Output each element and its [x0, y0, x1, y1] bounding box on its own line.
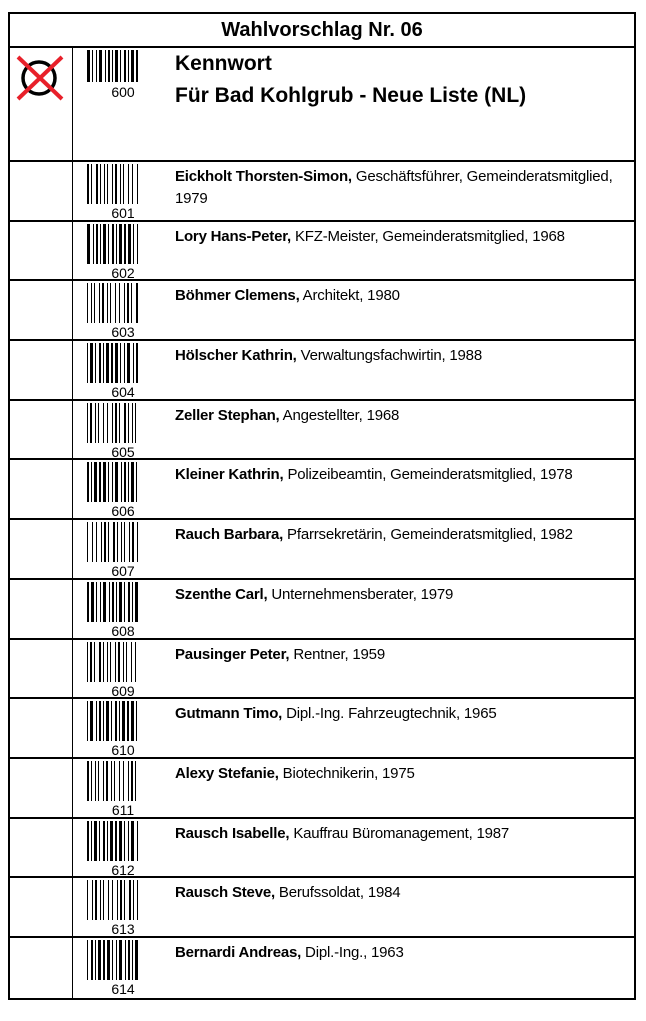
candidate-text [175, 166, 626, 210]
candidate-text-cell [173, 520, 634, 578]
candidate-text-cell [173, 878, 634, 936]
candidate-row [10, 401, 634, 461]
candidate-text-cell [173, 640, 634, 698]
candidate-name: Alexy Stefanie, [175, 764, 279, 782]
candidate-barcode-cell [73, 401, 173, 459]
list-vote-cell[interactable] [10, 48, 73, 160]
candidate-name: Rausch Steve, [175, 884, 275, 902]
candidate-name: Pausinger Peter, [175, 645, 290, 663]
candidate-barcode-cell [73, 580, 173, 638]
candidate-vote-cell[interactable] [10, 520, 73, 578]
candidate-row [10, 699, 634, 759]
candidate-vote-cell[interactable] [10, 878, 73, 936]
ballot-title: Wahlvorschlag Nr. 06 [10, 14, 634, 48]
candidate-text [175, 524, 626, 546]
candidate-text [175, 464, 626, 486]
candidate-text [175, 644, 626, 666]
candidate-details: Geschäftsführer, Gemeinderatsmitglied, 1979 [175, 168, 613, 207]
candidate-row [10, 162, 634, 222]
candidate-name: Gutmann Timo, [175, 705, 283, 723]
candidate-code: 614 [111, 980, 135, 997]
candidate-text-cell [173, 281, 634, 339]
candidate-text [175, 942, 626, 964]
candidate-text [175, 823, 626, 845]
candidate-barcode-cell [73, 520, 173, 578]
candidate-text-cell [173, 162, 634, 220]
barcode-icon [87, 50, 145, 82]
candidate-code: 601 [111, 205, 135, 221]
candidate-row [10, 222, 634, 282]
candidate-row [10, 640, 634, 700]
candidate-row [10, 460, 634, 520]
candidate-details: KFZ-Meister, Gemeinderatsmitglied, 1968 [291, 227, 565, 245]
candidate-details: Angestellter, 1968 [279, 406, 400, 424]
barcode-icon [87, 582, 145, 622]
candidate-barcode-cell [73, 819, 173, 877]
keyword-label: Kennwort [175, 52, 272, 75]
candidate-barcode-cell [73, 460, 173, 518]
candidate-vote-cell[interactable] [10, 699, 73, 757]
candidate-details: Architekt, 1980 [299, 287, 400, 305]
candidate-text [175, 405, 626, 427]
candidate-vote-cell[interactable] [10, 759, 73, 817]
cross-in-circle-icon [14, 53, 66, 105]
candidate-details: Unternehmensberater, 1979 [267, 585, 454, 603]
barcode-icon [87, 821, 145, 861]
candidate-text [175, 285, 626, 307]
candidate-code: 604 [111, 384, 135, 401]
candidate-text-cell [173, 460, 634, 518]
candidate-text-cell [173, 401, 634, 459]
candidate-vote-cell[interactable] [10, 580, 73, 638]
candidate-row [10, 520, 634, 580]
candidate-name: Lory Hans-Peter, [175, 227, 292, 245]
candidate-details: Kauffrau Büromanagement, 1987 [289, 824, 510, 842]
list-header-row [10, 48, 634, 162]
candidate-text-cell [173, 580, 634, 638]
candidate-barcode-cell [73, 759, 173, 817]
candidate-name: Böhmer Clemens, [175, 287, 300, 305]
candidate-text-cell [173, 341, 634, 399]
candidate-code: 608 [111, 622, 135, 639]
candidate-text [175, 345, 626, 367]
barcode-icon [87, 343, 145, 383]
candidate-barcode-cell [73, 222, 173, 280]
list-name: Für Bad Kohlgrub - Neue Liste (NL) [175, 84, 527, 107]
candidate-code: 605 [111, 443, 135, 460]
barcode-icon [87, 462, 145, 502]
candidate-code: 612 [111, 861, 135, 878]
candidate-name: Bernardi Andreas, [175, 943, 302, 961]
candidate-name: Szenthe Carl, [175, 585, 268, 603]
candidate-row [10, 819, 634, 879]
candidate-barcode-cell [73, 281, 173, 339]
candidate-text [175, 703, 626, 725]
candidate-vote-cell[interactable] [10, 938, 73, 998]
candidate-details: Dipl.-Ing. Fahrzeugtechnik, 1965 [282, 705, 497, 723]
candidate-vote-cell[interactable] [10, 281, 73, 339]
candidate-name: Kleiner Kathrin, [175, 466, 284, 484]
candidate-row [10, 759, 634, 819]
candidate-details: Dipl.-Ing., 1963 [301, 943, 404, 961]
candidate-vote-cell[interactable] [10, 819, 73, 877]
candidate-vote-cell[interactable] [10, 401, 73, 459]
candidate-text-cell [173, 819, 634, 877]
candidate-barcode-cell [73, 341, 173, 399]
candidate-name: Zeller Stephan, [175, 406, 280, 424]
candidate-details: Pfarrsekretärin, Gemeinderatsmitglied, 1982 [283, 526, 573, 544]
ballot-table [8, 12, 636, 1000]
candidate-code: 611 [111, 801, 135, 818]
barcode-icon [87, 164, 145, 204]
candidate-code: 613 [111, 921, 135, 938]
candidate-text [175, 763, 626, 785]
candidate-code: 607 [111, 563, 135, 580]
candidate-vote-cell[interactable] [10, 640, 73, 698]
list-code: 600 [111, 84, 135, 100]
candidate-code: 609 [111, 682, 135, 699]
barcode-icon [87, 940, 145, 980]
candidate-barcode-cell [73, 640, 173, 698]
candidate-text [175, 882, 626, 904]
barcode-icon [87, 403, 145, 443]
list-name-cell [173, 48, 634, 160]
candidate-text-cell [173, 699, 634, 757]
candidate-row [10, 341, 634, 401]
candidate-details: Biotechnikerin, 1975 [278, 764, 415, 782]
candidate-barcode-cell [73, 878, 173, 936]
candidate-vote-cell[interactable] [10, 341, 73, 399]
candidate-text-cell [173, 938, 634, 998]
candidate-details: Berufssoldat, 1984 [274, 884, 401, 902]
candidate-name: Rausch Isabelle, [175, 824, 290, 842]
candidate-text-cell [173, 222, 634, 280]
candidate-code: 606 [111, 503, 135, 520]
candidate-details: Rentner, 1959 [289, 645, 385, 663]
candidate-row [10, 878, 634, 938]
candidate-text [175, 226, 626, 248]
candidate-name: Eickholt Thorsten-Simon, [175, 168, 352, 185]
barcode-icon [87, 880, 145, 920]
candidate-barcode-cell [73, 938, 173, 998]
candidate-name: Rauch Barbara, [175, 526, 284, 544]
barcode-icon [87, 761, 145, 801]
candidate-details: Verwaltungsfachwirtin, 1988 [296, 347, 482, 365]
candidate-row [10, 938, 634, 998]
barcode-icon [87, 642, 145, 682]
candidate-vote-cell[interactable] [10, 222, 73, 280]
candidate-vote-cell[interactable] [10, 460, 73, 518]
candidate-details: Polizeibeamtin, Gemeinderatsmitglied, 1978 [283, 466, 573, 484]
candidate-row [10, 580, 634, 640]
barcode-icon [87, 522, 145, 562]
candidate-vote-cell[interactable] [10, 162, 73, 220]
barcode-icon [87, 283, 145, 323]
candidate-text-cell [173, 759, 634, 817]
list-barcode-cell [73, 48, 173, 160]
candidate-text [175, 584, 626, 606]
candidate-barcode-cell [73, 162, 173, 220]
candidate-code: 603 [111, 324, 135, 341]
barcode-icon [87, 224, 145, 264]
barcode-icon [87, 701, 145, 741]
candidate-code: 602 [111, 264, 135, 281]
candidate-code: 610 [111, 742, 135, 759]
candidate-name: Hölscher Kathrin, [175, 347, 297, 365]
candidate-row [10, 281, 634, 341]
candidate-barcode-cell [73, 699, 173, 757]
